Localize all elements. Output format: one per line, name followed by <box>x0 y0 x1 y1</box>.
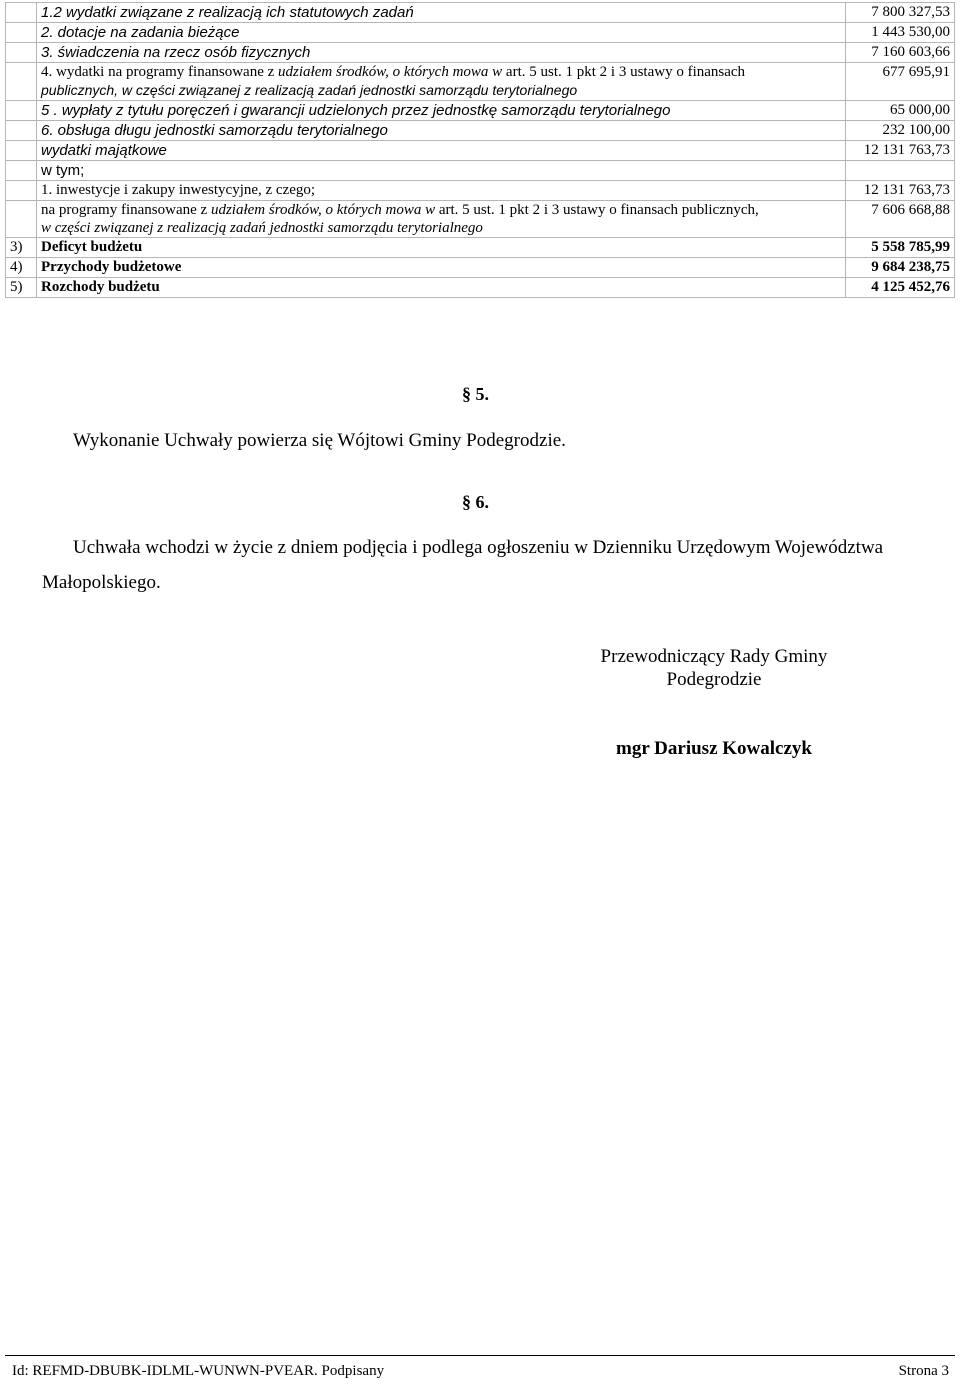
table-row <box>6 121 955 141</box>
row-value: 4 125 452,76 <box>846 278 955 298</box>
row-description: Deficyt budżetu <box>37 238 846 258</box>
row-number <box>6 23 37 43</box>
row-description-part: art. 5 ust. 1 pkt 2 i 3 ustawy o finansach publicznych, <box>435 202 759 218</box>
table-row <box>6 161 955 181</box>
row-value: 5 558 785,99 <box>846 238 955 258</box>
row-description: w tym; <box>37 161 846 181</box>
footer-divider <box>5 1355 955 1356</box>
row-description: 2. dotacje na zadania bieżące <box>37 23 846 43</box>
row-description-part: udziałem środków, o których mowa w <box>210 202 436 218</box>
signatory-name: mgr Dariusz Kowalczyk <box>616 738 812 759</box>
row-number: 4) <box>6 258 37 278</box>
section-6-heading: § 6. <box>462 492 489 512</box>
row-description-line2: w części związanej z realizacją zadań jednostki samorządu terytorialnego <box>41 220 483 236</box>
row-value: 12 131 763,73 <box>846 141 955 161</box>
table-row <box>6 23 955 43</box>
row-number <box>6 3 37 23</box>
row-value: 7 160 603,66 <box>846 43 955 63</box>
table-row <box>6 258 955 278</box>
signatory-title-line2: Podegrodzie <box>666 669 762 690</box>
table-row <box>6 278 955 298</box>
table-row <box>6 201 955 238</box>
row-description <box>37 201 846 238</box>
table-row <box>6 141 955 161</box>
row-number: 5) <box>6 278 37 298</box>
row-value: 65 000,00 <box>846 101 955 121</box>
table-row <box>6 238 955 258</box>
table-row <box>6 43 955 63</box>
table-row <box>6 101 955 121</box>
row-number <box>6 43 37 63</box>
section-6-text-line1: Uchwała wchodzi w życie z dniem podjęcia i podlega ogłoszeniu w Dzienniku Urzędowym Województwa <box>73 537 884 558</box>
row-description <box>37 63 846 101</box>
document-id: Id: REFMD-DBUBK-IDLML-WUNWN-PVEAR. Podpisany <box>12 1363 385 1379</box>
row-value: 677 695,91 <box>846 63 955 101</box>
row-description-part: art. 5 ust. 1 pkt 2 i 3 ustawy o finansach <box>502 64 746 80</box>
row-description-part: udziałem środków, o których mowa w <box>278 64 503 80</box>
row-number: 3) <box>6 238 37 258</box>
section-6-text-line2: Małopolskiego. <box>42 572 161 593</box>
row-value: 7 800 327,53 <box>846 3 955 23</box>
row-value: 232 100,00 <box>846 121 955 141</box>
row-number <box>6 161 37 181</box>
signature-block <box>564 645 864 691</box>
row-description-part: 4. wydatki na programy finansowane z <box>41 64 279 80</box>
section-5-heading: § 5. <box>462 384 489 404</box>
page-number: Strona 3 <box>898 1363 949 1379</box>
row-value: 1 443 530,00 <box>846 23 955 43</box>
row-number <box>6 63 37 101</box>
row-description: Rozchody budżetu <box>37 278 846 298</box>
budget-table <box>5 2 955 298</box>
row-description-line2: publicznych, w części związanej z realizacją zadań jednostki samorządu terytorialnego <box>41 82 578 98</box>
row-value: 12 131 763,73 <box>846 181 955 201</box>
row-description: Przychody budżetowe <box>37 258 846 278</box>
row-description: 3. świadczenia na rzecz osób fizycznych <box>37 43 846 63</box>
signatory-title: Przewodniczący Rady Gminy <box>600 646 828 667</box>
row-number <box>6 201 37 238</box>
row-description-part: na programy finansowane z <box>41 202 211 218</box>
row-value: 9 684 238,75 <box>846 258 955 278</box>
row-number <box>6 101 37 121</box>
section-5-text: Wykonanie Uchwały powierza się Wójtowi Gminy Podegrodzie. <box>73 430 566 451</box>
row-description: 5 . wypłaty z tytułu poręczeń i gwarancji udzielonych przez jednostkę samorządu terytorialnego <box>37 101 846 121</box>
row-value <box>846 161 955 181</box>
table-row <box>6 181 955 201</box>
row-description: 1. inwestycje i zakupy inwestycyjne, z czego; <box>37 181 846 201</box>
row-description: wydatki majątkowe <box>37 141 846 161</box>
table-row <box>6 63 955 101</box>
row-description: 1.2 wydatki związane z realizacją ich statutowych zadań <box>37 3 846 23</box>
row-number <box>6 121 37 141</box>
row-description: 6. obsługa długu jednostki samorządu terytorialnego <box>37 121 846 141</box>
row-number <box>6 141 37 161</box>
row-value: 7 606 668,88 <box>846 201 955 238</box>
table-row <box>6 3 955 23</box>
row-number <box>6 181 37 201</box>
